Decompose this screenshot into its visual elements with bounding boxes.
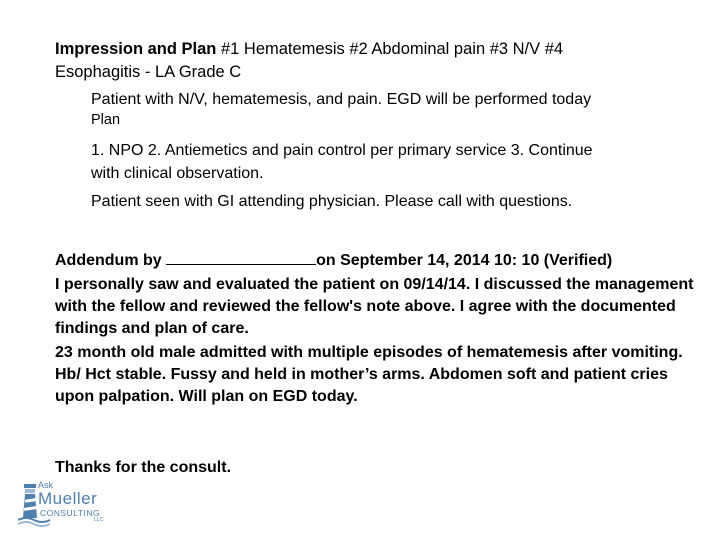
logo-ask-text: Ask [38,480,54,490]
logo-consulting-text: CONSULTING [40,508,101,518]
closing-text: Thanks for the consult. [55,459,232,476]
impression-heading: Impression and Plan [55,40,217,58]
addendum-header [55,250,695,272]
plan-items [91,139,691,185]
impression-diagnoses-line2: Esophagitis - LA Grade C [55,63,242,81]
addendum-paragraph-1: I personally saw and evaluated the patient on 09/14/14. I discussed the management with the fellow and reviewed the fellow's note above. I agree with the documented findings and plan of care. [55,276,694,337]
plan-items-line2: with clinical observation. [91,165,264,182]
impression-section [55,38,685,84]
addendum-prefix: Addendum by [55,252,167,269]
signature-blank [166,250,316,265]
summary-text: Patient with N/V, hematemesis, and pain. EGD will be performed today [91,91,592,108]
plan-items-line1: 1. NPO 2. Antiemetics and pain control per primary service 3. Continue [91,142,593,159]
logo-name-text: Mueller [38,489,98,508]
addendum-suffix: on September 14, 2014 10: 10 (Verified) [316,252,613,269]
addendum-section [55,250,695,410]
logo-llc-text: LLC [94,517,104,523]
plan-label: Plan [91,112,121,128]
company-logo [16,480,126,528]
impression-diagnoses-line1: #1 Hematemesis #2 Abdominal pain #3 N/V #4 [220,40,564,58]
addendum-paragraph-2: 23 month old male admitted with multiple episodes of hematemesis after vomiting. Hb/ Hct stable. Fussy and held in mother’s arms. Abdomen soft and patient cries upon palpation. Will plan on EGD today. [55,344,683,405]
plan-seen-text: Patient seen with GI attending physician. Please call with questions. [91,193,573,210]
